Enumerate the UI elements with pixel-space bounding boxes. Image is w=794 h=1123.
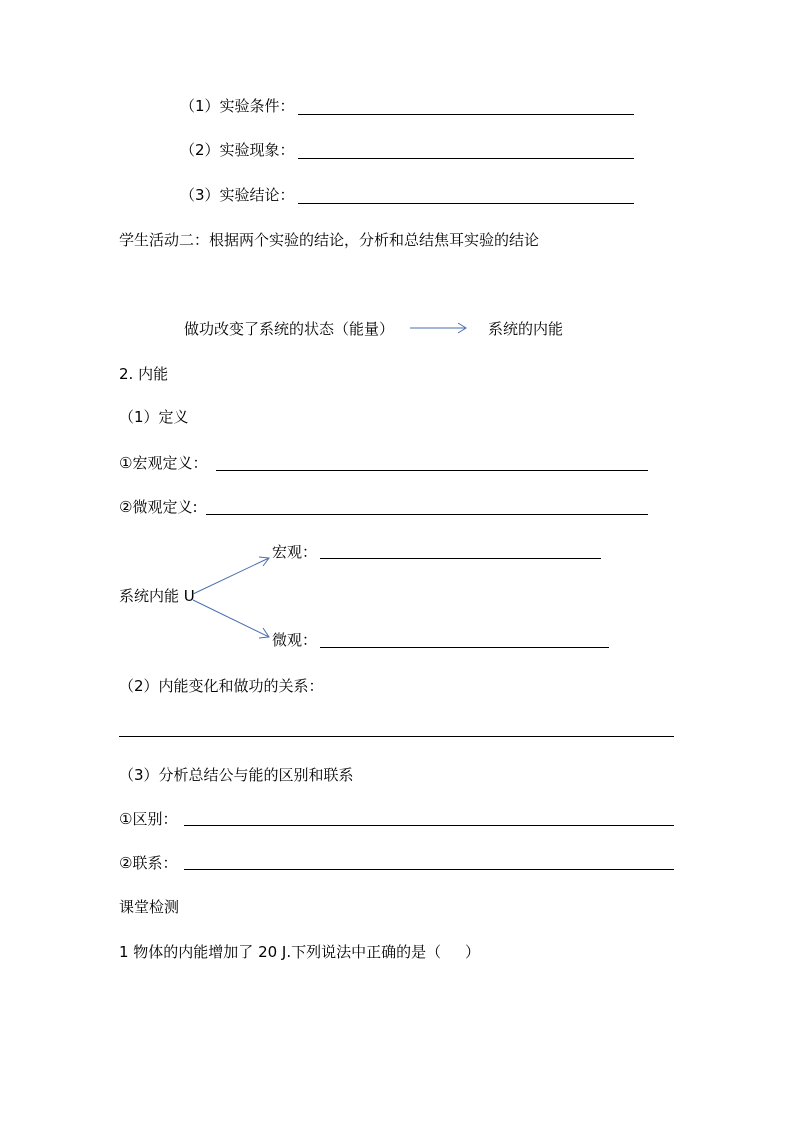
diagram-micro-blank[interactable] bbox=[320, 647, 609, 648]
connection-label: ②联系： bbox=[119, 854, 178, 872]
experiment-condition-label: （1）实验条件： bbox=[180, 97, 295, 115]
difference-label: ①区别： bbox=[119, 810, 178, 828]
experiment-condition-blank[interactable] bbox=[298, 114, 634, 115]
relation-heading: （2）内能变化和做功的关系： bbox=[119, 677, 324, 695]
experiment-phenomenon-blank[interactable] bbox=[298, 158, 634, 159]
student-activity-2: 学生活动二：根据两个实验的结论，分析和总结焦耳实验的结论 bbox=[119, 231, 540, 249]
micro-definition-blank[interactable] bbox=[206, 514, 648, 515]
analysis-heading: （3）分析总结公与能的区别和联系 bbox=[119, 766, 354, 784]
quiz-title: 课堂检测 bbox=[119, 898, 180, 916]
flow-arrow-icon bbox=[408, 320, 470, 336]
diagram-macro-blank[interactable] bbox=[320, 558, 601, 559]
experiment-conclusion-blank[interactable] bbox=[298, 203, 634, 204]
diagram-macro-label: 宏观： bbox=[272, 543, 318, 561]
difference-blank[interactable] bbox=[184, 825, 674, 826]
definition-heading: （1）定义 bbox=[119, 408, 189, 426]
quiz-question-1: 1 物体的内能增加了 20 J.下列说法中正确的是（ ） bbox=[119, 943, 480, 961]
experiment-phenomenon-label: （2）实验现象： bbox=[180, 141, 295, 159]
experiment-conclusion-label: （3）实验结论： bbox=[180, 186, 295, 204]
flow-left-text: 做功改变了系统的状态（能量） bbox=[184, 320, 395, 338]
macro-definition-label: ①宏观定义： bbox=[119, 454, 208, 472]
branch-arrows-icon bbox=[185, 548, 280, 648]
flow-right-text: 系统的内能 bbox=[488, 320, 564, 338]
section-title: 2. 内能 bbox=[119, 365, 169, 383]
macro-definition-blank[interactable] bbox=[216, 470, 648, 471]
diagram-source-label: 系统内能 U bbox=[119, 587, 195, 605]
diagram-micro-label: 微观： bbox=[272, 631, 318, 649]
connection-blank[interactable] bbox=[184, 869, 674, 870]
micro-definition-label: ②微观定义: bbox=[119, 498, 198, 516]
relation-blank[interactable] bbox=[119, 736, 674, 737]
